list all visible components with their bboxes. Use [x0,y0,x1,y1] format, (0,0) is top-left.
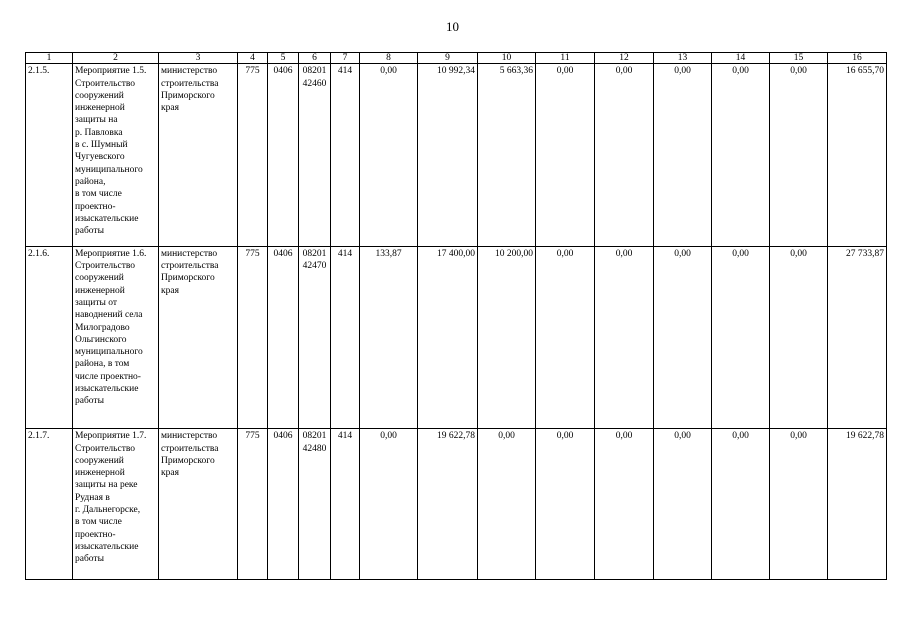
cell-amount: 10 992,34 [418,64,478,247]
cell-target-article: 08201 42460 [299,64,331,247]
cell-total: 16 655,70 [828,64,887,247]
executor: министерство строительства Приморского края [159,64,238,247]
cell-grbs: 775 [238,64,268,247]
cell-amount: 0,00 [360,64,418,247]
cell-amount: 0,00 [712,64,770,247]
column-number: 6 [299,53,331,64]
cell-amount: 0,00 [712,429,770,580]
cell-amount: 0,00 [536,64,595,247]
executor: министерство строительства Приморского края [159,246,238,429]
cell-amount: 0,00 [654,246,712,429]
cell-amount: 0,00 [712,246,770,429]
column-number: 9 [418,53,478,64]
cell-amount: 10 200,00 [478,246,536,429]
cell-amount: 0,00 [595,246,654,429]
cell-amount: 5 663,36 [478,64,536,247]
table-row [26,429,887,580]
column-number: 13 [654,53,712,64]
cell-amount: 0,00 [478,429,536,580]
table-row [26,64,887,247]
cell-total: 27 733,87 [828,246,887,429]
page-number: 10 [446,19,459,34]
cell-amount: 19 622,78 [418,429,478,580]
cell-section: 0406 [268,429,299,580]
cell-expense-type: 414 [331,64,360,247]
activity-name: Мероприятие 1.5. Строительство сооружений инженерной защиты на р. Павловка в с. Шумный Чугуевского муниципального района, в том числе проектно- изыскательские работы [73,64,159,247]
row-number: 2.1.5. [26,64,73,247]
cell-section: 0406 [268,246,299,429]
column-number: 2 [73,53,159,64]
cell-amount: 0,00 [654,429,712,580]
cell-section: 0406 [268,64,299,247]
activity-name: Мероприятие 1.6. Строительство сооружений инженерной защиты от наводнений села Милоградово Ольгинского муниципального района, в том числе проектно- изыскательские работы [73,246,159,429]
cell-amount: 0,00 [770,429,828,580]
row-number: 2.1.7. [26,429,73,580]
column-number: 16 [828,53,887,64]
activity-name: Мероприятие 1.7. Строительство сооружений инженерной защиты на реке Рудная в г. Дальнегорске, в том числе проектно- изыскательские работы [73,429,159,580]
column-number: 7 [331,53,360,64]
column-number: 15 [770,53,828,64]
column-number: 11 [536,53,595,64]
cell-grbs: 775 [238,429,268,580]
column-number: 3 [159,53,238,64]
column-number: 14 [712,53,770,64]
table-row [26,246,887,429]
cell-amount: 0,00 [536,246,595,429]
budget-table [25,52,887,580]
cell-amount: 0,00 [770,246,828,429]
cell-expense-type: 414 [331,246,360,429]
cell-amount: 0,00 [595,429,654,580]
column-number: 8 [360,53,418,64]
column-number: 12 [595,53,654,64]
cell-target-article: 08201 42470 [299,246,331,429]
cell-grbs: 775 [238,246,268,429]
row-number: 2.1.6. [26,246,73,429]
cell-expense-type: 414 [331,429,360,580]
cell-amount: 0,00 [770,64,828,247]
column-number: 5 [268,53,299,64]
cell-amount: 0,00 [536,429,595,580]
cell-amount: 0,00 [595,64,654,247]
column-number-row [26,53,887,64]
cell-amount: 0,00 [360,429,418,580]
executor: министерство строительства Приморского края [159,429,238,580]
cell-total: 19 622,78 [828,429,887,580]
cell-amount: 0,00 [654,64,712,247]
cell-amount: 133,87 [360,246,418,429]
cell-amount: 17 400,00 [418,246,478,429]
column-number: 1 [26,53,73,64]
column-number: 10 [478,53,536,64]
column-number: 4 [238,53,268,64]
cell-target-article: 08201 42480 [299,429,331,580]
